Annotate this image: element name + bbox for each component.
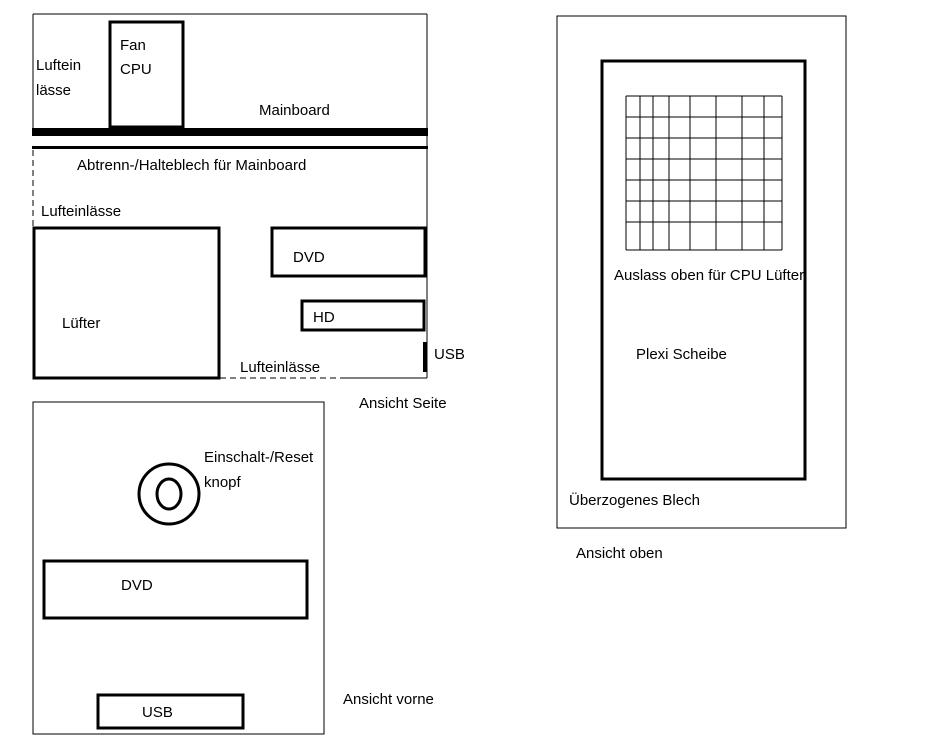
hd-label: HD <box>313 309 335 326</box>
front-view <box>33 402 434 734</box>
cpu-vent-grid <box>626 96 782 250</box>
front-usb-label: USB <box>142 704 173 721</box>
side-usb-slot <box>423 342 427 372</box>
air-inlet-left-label-2: lässe <box>36 82 72 99</box>
side-view <box>32 14 465 412</box>
mainboard-bar <box>32 128 428 136</box>
air-inlet-mid-label: Lufteinlässe <box>41 203 122 220</box>
side-dvd-label: DVD <box>293 249 325 266</box>
fan-label: Lüfter <box>62 315 101 332</box>
top-view <box>557 16 846 562</box>
mounting-plate-line <box>32 146 428 149</box>
side-view-caption: Ansicht Seite <box>359 395 447 412</box>
mainboard-label: Mainboard <box>259 102 330 119</box>
air-inlet-left-label-1: Luftein <box>36 57 82 74</box>
front-view-caption: Ansicht vorne <box>343 691 434 708</box>
power-reset-label-2: knopf <box>204 474 241 491</box>
cpu-vent-label: Auslass oben für CPU Lüfter <box>614 267 805 284</box>
power-button-outer-ring <box>139 464 199 524</box>
air-inlet-bottom-label: Lufteinlässe <box>240 359 321 376</box>
fan-cpu-label-1: Fan <box>120 37 146 54</box>
front-dvd-box <box>44 561 307 618</box>
power-reset-label-1: Einschalt-/Reset <box>204 449 314 466</box>
plexi-label: Plexi Scheibe <box>636 346 727 363</box>
fan-cpu-label-2: CPU <box>120 61 152 78</box>
side-usb-label: USB <box>434 346 465 363</box>
front-dvd-label: DVD <box>121 577 153 594</box>
mounting-plate-label: Abtrenn-/Halteblech für Mainboard <box>77 157 307 174</box>
sheet-label: Überzogenes Blech <box>569 492 700 509</box>
top-view-caption: Ansicht oben <box>576 545 663 562</box>
power-button-inner <box>157 479 181 509</box>
fan-box <box>34 228 219 378</box>
